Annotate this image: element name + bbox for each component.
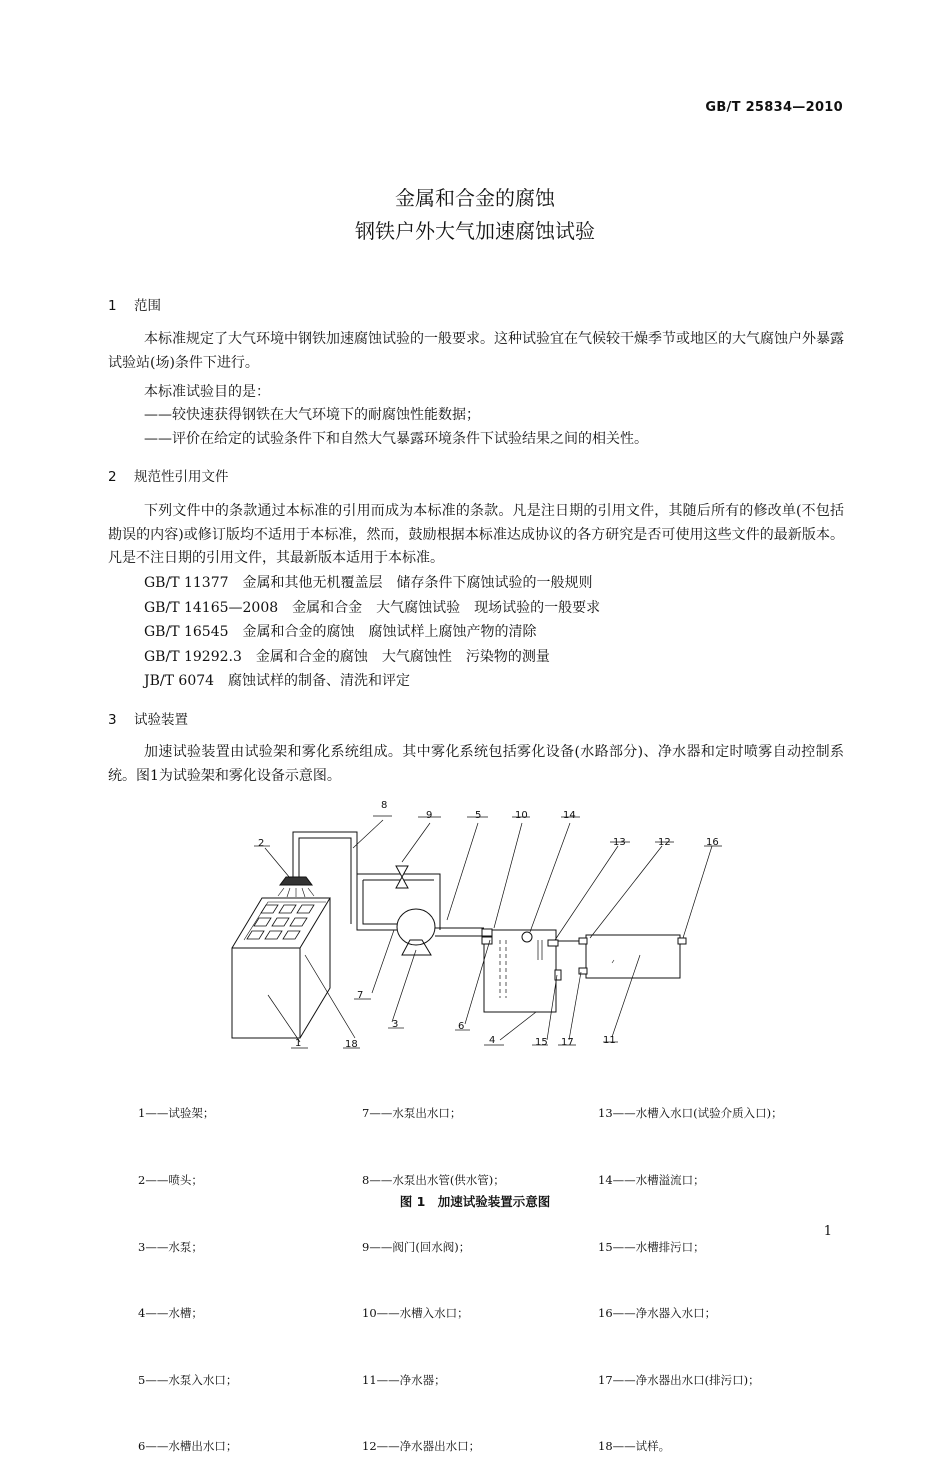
legend-item: 16——净水器入水口； [598, 1306, 717, 1321]
callout-label: 18 [345, 1039, 358, 1050]
callout-label: 3 [392, 1019, 399, 1030]
legend-item: 6——水槽出水口； [138, 1439, 238, 1454]
callout-label: 10 [515, 810, 528, 821]
reference-item: GB/T 14165—2008 金属和合金 大气腐蚀试验 现场试验的一般要求 [144, 600, 601, 616]
reference-item: JB/T 6074 腐蚀试样的制备、清洗和评定 [144, 673, 411, 689]
callout-label: 12 [658, 837, 671, 848]
legend-item: 11——净水器； [362, 1372, 446, 1387]
page-number: 1 [823, 1224, 832, 1239]
legend-item: 10——水槽入水口； [362, 1306, 469, 1321]
legend-column-1 [138, 1058, 237, 1480]
test-rack [232, 948, 300, 1038]
section-number: 1 [108, 298, 117, 314]
scope-purpose-intro: 本标准试验目的是： [144, 384, 270, 400]
references-intro: 下列文件中的条款通过本标准的引用而成为本标准的条款。凡是注日期的引用文件，其随后所有的修改单(不包括勘误的内容)或修订版均不适用于本标准，然而，鼓励根据本标准达成协议的各方研究是否可使用这些文件的最新版本。凡是不注日期的引用文件，其最新版本适用于本标准。 [108, 503, 844, 566]
legend-item: 1——试验架； [138, 1106, 215, 1121]
samples [247, 905, 314, 939]
scope-purpose-item-2: ——评价在给定的试验条件下和自然大气暴露环境条件下试验结果之间的相关性。 [144, 431, 648, 447]
section-title: 规范性引用文件 [134, 469, 229, 485]
apparatus-paragraph: 加速试验装置由试验架和雾化系统组成。其中雾化系统包括雾化设备(水路部分)、净水器和定时喷雾自动控制系统。图1为试验架和雾化设备示意图。 [108, 744, 844, 784]
callout-label: 4 [489, 1035, 496, 1046]
reference-item: GB/T 19292.3 金属和合金的腐蚀 大气腐蚀性 污染物的测量 [144, 649, 550, 665]
title-line-2: 钢铁户外大气加速腐蚀试验 [355, 219, 595, 243]
section-number: 2 [108, 469, 117, 485]
figure-caption: 图 1 加速试验装置示意图 [399, 1194, 551, 1209]
callout-label: 9 [426, 810, 433, 821]
section-number: 3 [108, 712, 117, 728]
callout-label: 7 [357, 990, 364, 1001]
reference-item: GB/T 11377 金属和其他无机覆盖层 储存条件下腐蚀试验的一般规则 [144, 575, 593, 591]
section-title: 范围 [134, 298, 161, 314]
scope-paragraph: 本标准规定了大气环境中钢铁加速腐蚀试验的一般要求。这种试验宜在气候较干燥季节或地区的大气腐蚀户外暴露试验站(场)条件下进行。 [108, 331, 844, 371]
water-purifier [586, 935, 680, 978]
legend-item: 3——水泵； [138, 1239, 203, 1254]
legend-item: 8——水泵出水管(供水管)； [362, 1173, 505, 1188]
legend-item: 7——水泵出水口； [362, 1106, 462, 1121]
valve [396, 866, 408, 888]
legend-item: 12——净水器出水口； [362, 1439, 481, 1454]
callout-label: 15 [535, 1037, 548, 1048]
legend-item: 4——水槽； [138, 1306, 203, 1321]
legend-column-3 [598, 1058, 783, 1480]
scope-purpose-item-1: ——较快速获得钢铁在大气环境下的耐腐蚀性能数据； [144, 407, 480, 423]
callout-label: 8 [381, 800, 388, 811]
callout-label: 16 [706, 837, 719, 848]
legend-item: 17——净水器出水口(排污口)； [598, 1372, 760, 1387]
callout-label: 14 [563, 810, 576, 821]
reference-item: GB/T 16545 金属和合金的腐蚀 腐蚀试样上腐蚀产物的清除 [144, 624, 537, 640]
legend-item: 9——阀门(回水阀)； [362, 1239, 471, 1254]
legend-item: 18——试样。 [598, 1439, 671, 1454]
legend-item: 5——水泵入水口； [138, 1372, 238, 1387]
legend-item: 14——水槽溢流口； [598, 1173, 705, 1188]
legend-item: 15——水槽排污口； [598, 1239, 705, 1254]
legend-item: 13——水槽入水口(试验介质入口)； [598, 1106, 783, 1121]
legend-item: 2——喷头； [138, 1173, 203, 1188]
callout-label: 11 [603, 1035, 616, 1046]
nozzle [280, 877, 312, 885]
callout-label: 1 [295, 1038, 302, 1049]
callout-label: 5 [475, 810, 482, 821]
callout-label: 17 [561, 1037, 574, 1048]
callout-label: 2 [258, 838, 265, 849]
legend-column-2 [362, 1058, 505, 1480]
section-title: 试验装置 [134, 712, 188, 728]
title-line-1: 金属和合金的腐蚀 [395, 186, 555, 210]
callout-label: 13 [613, 837, 626, 848]
standard-number: GB/T 25834—2010 [705, 100, 843, 115]
callout-label: 6 [458, 1021, 465, 1032]
water-tank [484, 930, 556, 1012]
